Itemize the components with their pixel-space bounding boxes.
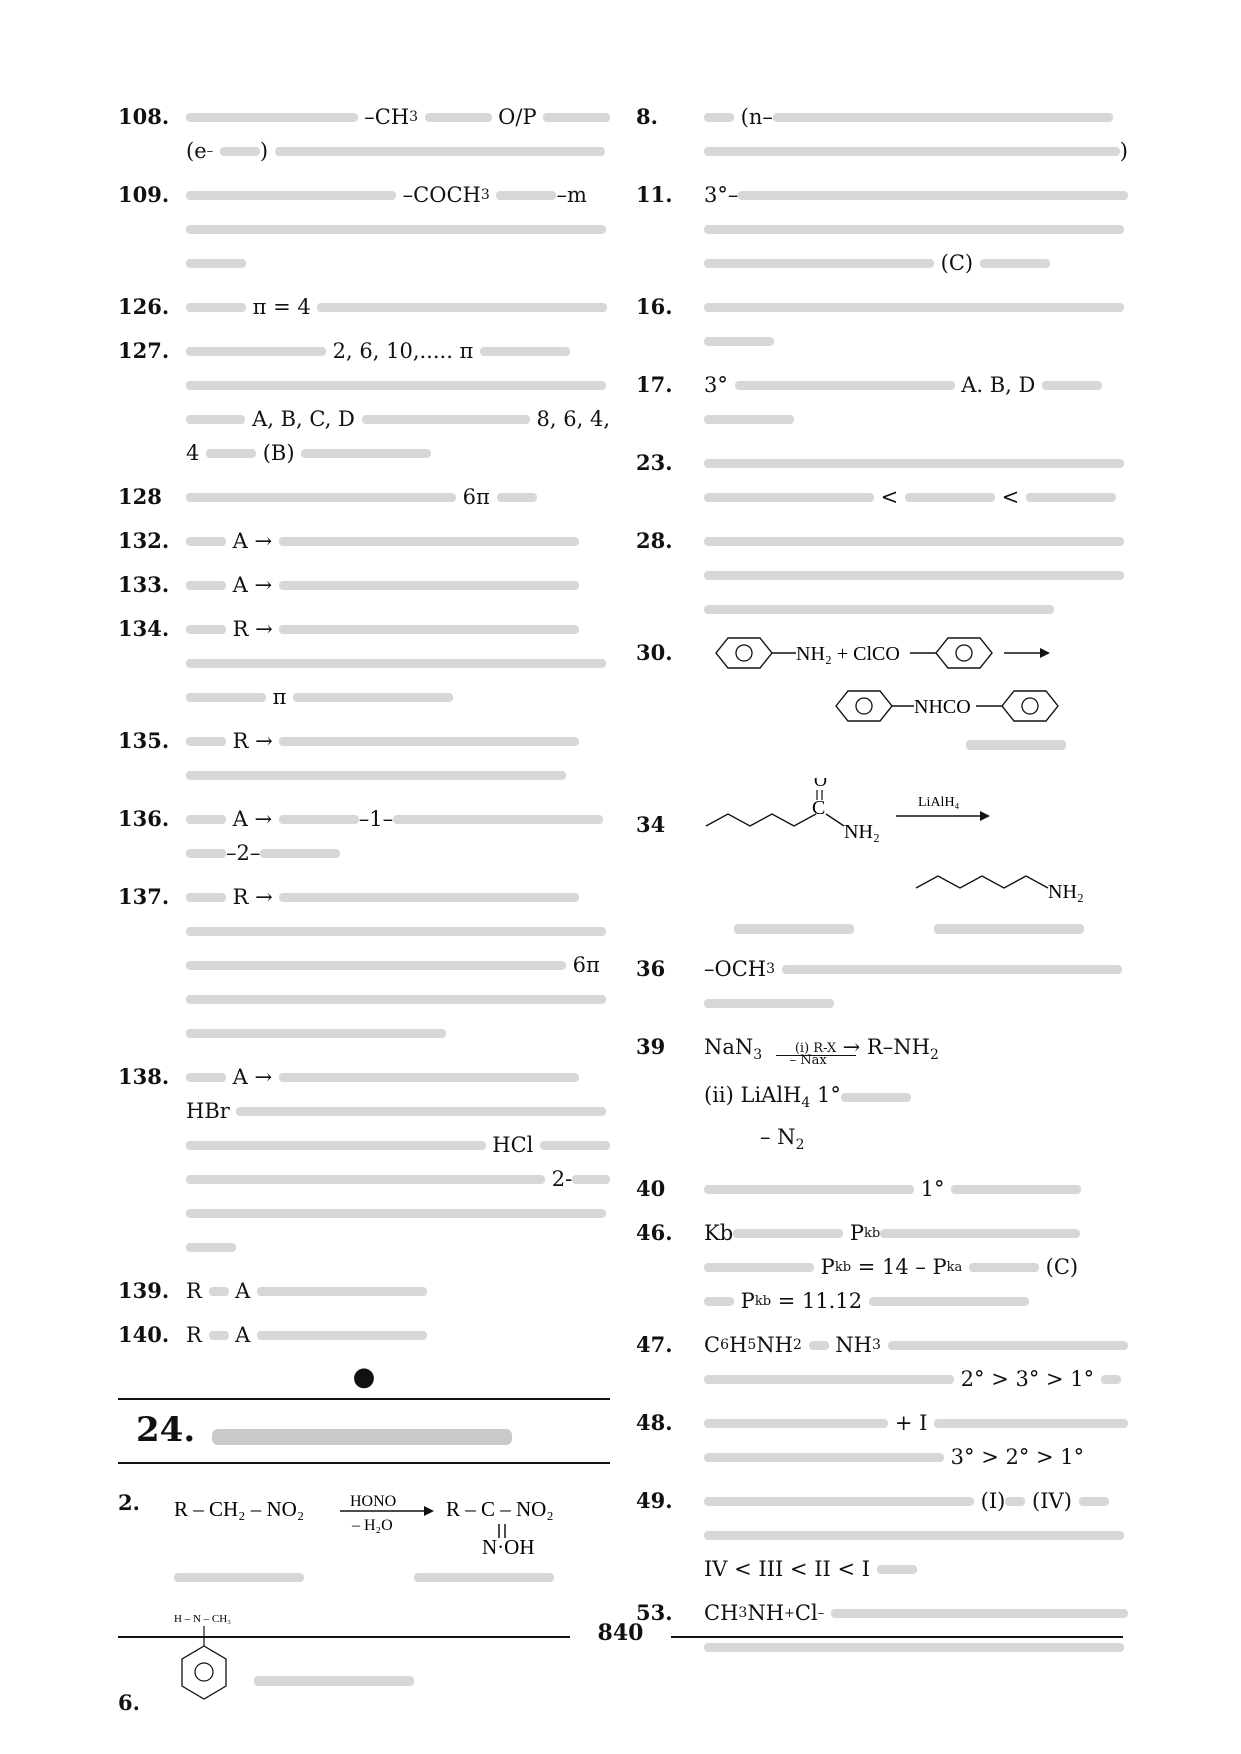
answer-30 — [636, 636, 1128, 768]
answer-53: 53. CH 3 NH + Cl – — [636, 1596, 1128, 1664]
reagent-top: HONO — [350, 1493, 397, 1510]
answer-48: 48. + I 3° > 2° > 1° — [636, 1406, 1128, 1474]
answer-139: 139. R A — [118, 1274, 610, 1308]
item-number: 28. — [636, 528, 673, 553]
item-number: 139. — [118, 1278, 170, 1303]
reaction-34-scheme — [704, 778, 1128, 938]
section-heading: 24. — [118, 1398, 610, 1464]
answer-133: 133. A → — [118, 568, 610, 602]
item-number: 48. — [636, 1410, 673, 1436]
item-number: 49. — [636, 1488, 673, 1514]
svg-text:NH₂: NH₂ — [844, 821, 880, 843]
answer-46: 46. Kb P kb P kb = 14 – P ka (C) P kb = 11.12 — [636, 1216, 1128, 1318]
answer-36: 36 –OCH 3 — [636, 952, 1128, 1020]
reagent-bottom: – H₂O — [352, 1517, 393, 1534]
item-number: 16. — [636, 294, 673, 319]
reagent: LiAlH₄ — [918, 795, 960, 810]
answer-127: 127. 2, 6, 10,..... π A, B, C, D 8, 6, 4, 4 (B) — [118, 334, 610, 470]
item-number: 128 — [118, 484, 162, 509]
answer-39: 39 NaN$_3$ (i) $R-X_{- Nax}\to R-NH_2$ (ii) LiAlH$_4$ 1° – $N_2$ — [636, 1030, 1128, 1162]
reaction-30-scheme — [704, 636, 1128, 764]
item-number: 53. — [636, 1600, 673, 1626]
item-number: 30. — [636, 640, 673, 665]
item-number: 6. — [118, 1690, 140, 1715]
item-number: 132. — [118, 528, 170, 553]
structure-label: H – N – CH₃ — [174, 1613, 232, 1625]
amine-product: NH₂ — [1048, 881, 1084, 903]
svg-text:C: C — [812, 797, 826, 819]
item-number: 109. — [118, 182, 170, 207]
answer-132: 132. A → — [118, 524, 610, 558]
item-number: 34 — [636, 812, 666, 837]
answer-16 — [636, 290, 1128, 358]
product: R – C – NO₂ — [446, 1497, 554, 1521]
left-column — [118, 100, 610, 1728]
item-number: 137. — [118, 884, 170, 909]
svg-text:O: O — [814, 778, 827, 790]
answer-108: 108. –CH 3 O/P (e – ) — [118, 100, 610, 168]
section-title — [212, 1429, 512, 1445]
answer-34 — [636, 778, 1128, 942]
page-footer — [118, 1618, 1123, 1654]
answer-49: 49. (I) (IV) IV < III < II < I — [636, 1484, 1128, 1586]
item-number: 126. — [118, 294, 170, 319]
answer-135: 135. R → — [118, 724, 610, 792]
answer-8: 8. (n– ) — [636, 100, 1128, 168]
answer-134: 134. R → π — [118, 612, 610, 714]
answer-11: 11. 3°– (C) — [636, 178, 1128, 280]
item-number: 2. — [118, 1490, 140, 1515]
item-number: 133. — [118, 572, 170, 597]
item-number: 47. — [636, 1332, 673, 1358]
section-end-bullet: ● — [352, 1362, 376, 1392]
page-number: 840 — [597, 1620, 644, 1646]
item-number: 127. — [118, 338, 170, 363]
amine-group: NH₂ + ClCO — [796, 643, 900, 665]
answer-128: 128 6π — [118, 480, 610, 514]
item-number: 134. — [118, 616, 170, 641]
answer-28 — [636, 524, 1128, 626]
item-number: 8. — [636, 104, 658, 129]
answer-2 — [118, 1486, 610, 1594]
item-number: 108. — [118, 104, 170, 129]
item-number: 140. — [118, 1322, 170, 1347]
amide-group: NHCO — [914, 696, 971, 718]
reactant: R – CH₂ – NO₂ — [174, 1497, 305, 1521]
item-number: 135. — [118, 728, 170, 753]
answer-138: 138. A → HBr HCl 2- — [118, 1060, 610, 1264]
answer-40: 40 1° — [636, 1172, 1128, 1206]
answer-23: 23. < < — [636, 446, 1128, 514]
item-number: 17. — [636, 372, 673, 397]
answer-126: 126. π = 4 — [118, 290, 610, 324]
answer-17: 17. 3° A. B, D — [636, 368, 1128, 436]
item-number: 39 — [636, 1034, 666, 1059]
answer-47: 47. C 6 H 5 NH 2 NH 3 2° > 3° > 1° — [636, 1328, 1128, 1396]
answer-137: 137. R → 6π — [118, 880, 610, 1050]
item-number: 136. — [118, 806, 170, 831]
right-column — [636, 100, 1128, 1674]
answer-136: 136. A → –1– –2– — [118, 802, 610, 870]
product-substituent: N·OH — [482, 1535, 535, 1556]
item-number: 40 — [636, 1176, 666, 1202]
item-number: 23. — [636, 450, 673, 475]
item-number: 36 — [636, 956, 666, 981]
footer-rule-right — [671, 1636, 1123, 1638]
item-number: 11. — [636, 182, 673, 207]
item-number: 46. — [636, 1220, 673, 1246]
reaction-2-equation — [174, 1486, 610, 1556]
item-number: 138. — [118, 1064, 170, 1089]
answer-109: 109. –COCH 3 –m — [118, 178, 610, 280]
answer-140: 140. R A — [118, 1318, 610, 1352]
page — [118, 100, 1128, 1720]
